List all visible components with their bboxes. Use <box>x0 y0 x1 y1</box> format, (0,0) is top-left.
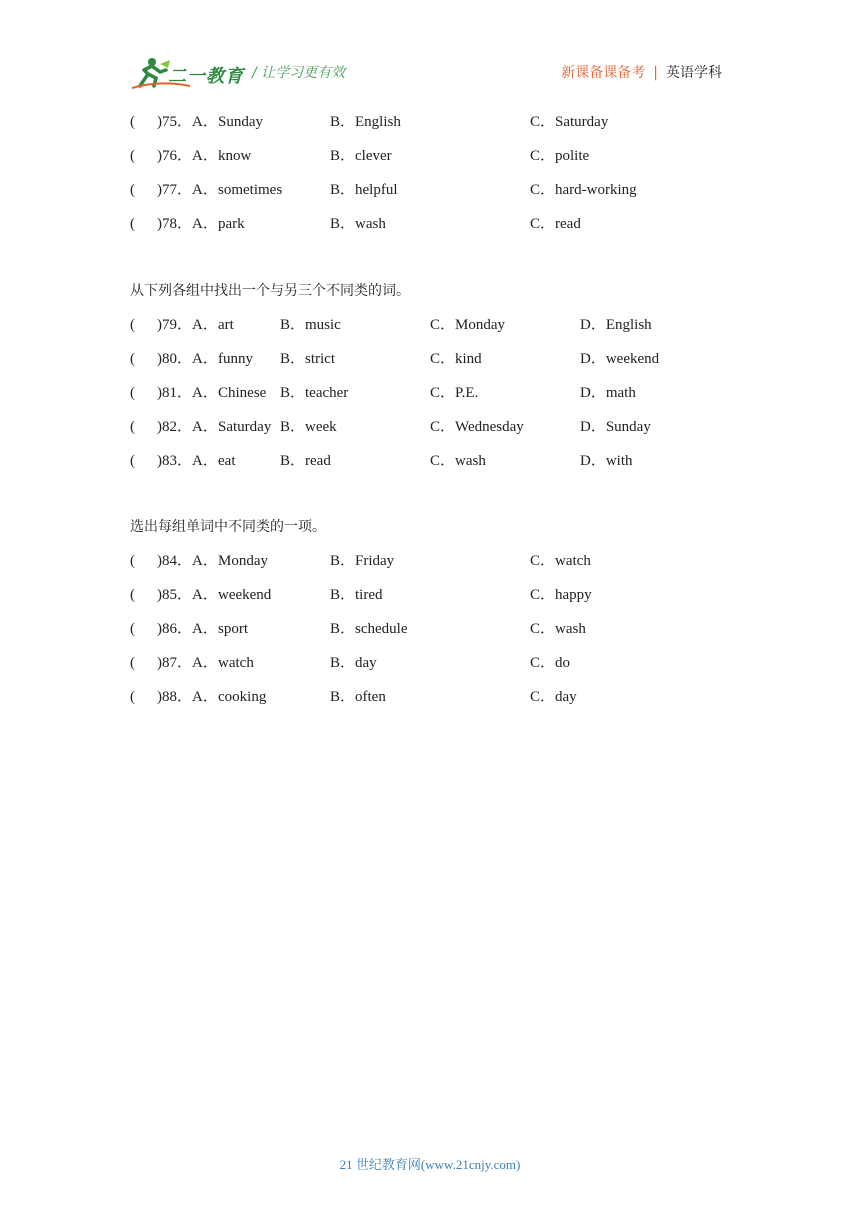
option-c: C．read <box>530 216 581 232</box>
option-c: C．day <box>530 689 577 705</box>
answer-paren: ( <box>130 114 135 130</box>
answer-paren: ( <box>130 419 135 435</box>
answer-paren: ( <box>130 621 135 637</box>
answer-paren: ( <box>130 317 135 333</box>
option-c: C．happy <box>530 587 592 603</box>
answer-paren: ( <box>130 655 135 671</box>
option-a: Monday <box>218 553 268 569</box>
question-number: )75．A． <box>157 114 218 130</box>
option-b: B．helpful <box>330 182 398 198</box>
option-b: B．English <box>330 114 401 130</box>
option-c: C．wash <box>530 621 586 637</box>
answer-paren: ( <box>130 453 135 469</box>
option-c: C．Wednesday <box>430 419 524 435</box>
question-number: )83．A． <box>157 453 218 469</box>
option-a: eat <box>218 453 236 469</box>
option-c: C．hard-working <box>530 182 637 198</box>
question-number: )82．A． <box>157 419 218 435</box>
option-c: C．Saturday <box>530 114 609 130</box>
option-a: Chinese <box>218 385 267 401</box>
option-c: C．kind <box>430 351 482 367</box>
page-header <box>0 0 860 100</box>
option-d: D．weekend <box>580 351 660 367</box>
header-right <box>561 62 722 82</box>
question-number: )77．A． <box>157 182 218 198</box>
option-b: B．often <box>330 689 386 705</box>
option-a: Sunday <box>218 114 263 130</box>
question-number: )85．A． <box>157 587 218 603</box>
question-number: )79．A． <box>157 317 218 333</box>
question-number: )81．A． <box>157 385 218 401</box>
option-c: C．polite <box>530 148 590 164</box>
option-b: B．tired <box>330 587 383 603</box>
question-number: )78．A． <box>157 216 218 232</box>
question-number: )84．A． <box>157 553 218 569</box>
option-c: C．Monday <box>430 317 506 333</box>
option-a: watch <box>218 655 254 671</box>
answer-paren: ( <box>130 553 135 569</box>
answer-paren: ( <box>130 587 135 603</box>
header-course-label: 新课备课备考 <box>561 65 646 81</box>
option-b: B．Friday <box>330 553 395 569</box>
option-c: C．wash <box>430 453 486 469</box>
slogan: / 让学习更有效 <box>252 65 346 81</box>
option-c: C．watch <box>530 553 591 569</box>
option-b: B．strict <box>280 351 335 367</box>
option-d: D．math <box>580 385 636 401</box>
option-a: sometimes <box>218 182 283 198</box>
section-title: 从下列各组中找出一个与另三个不同类的词。 <box>130 283 410 299</box>
header-separator: | <box>653 65 658 81</box>
option-c: C．P.E. <box>430 385 479 401</box>
answer-paren: ( <box>130 385 135 401</box>
answer-paren: ( <box>130 689 135 705</box>
option-a: know <box>218 148 252 164</box>
question-number: )87．A． <box>157 655 218 671</box>
header-subject: 英语学科 <box>666 65 722 81</box>
option-a: Saturday <box>218 419 272 435</box>
option-b: B．week <box>280 419 337 435</box>
answer-paren: ( <box>130 351 135 367</box>
option-a: funny <box>218 351 253 367</box>
option-d: D．English <box>580 317 652 333</box>
option-a: weekend <box>218 587 272 603</box>
option-b: B．day <box>330 655 377 671</box>
option-c: C．do <box>530 655 571 671</box>
option-b: B．wash <box>330 216 386 232</box>
question-number: )80．A． <box>157 351 218 367</box>
section-title: 选出每组单词中不同类的一项。 <box>130 519 326 535</box>
option-d: D．Sunday <box>580 419 651 435</box>
option-b: B．teacher <box>280 385 349 401</box>
option-b: B．schedule <box>330 621 408 637</box>
question-number: )76．A． <box>157 148 218 164</box>
option-a: art <box>218 317 234 333</box>
option-b: B．read <box>280 453 331 469</box>
question-number: )86．A． <box>157 621 218 637</box>
page-footer: 21 世纪教育网(www.21cnjy.com) <box>339 1157 521 1172</box>
option-a: park <box>218 216 245 232</box>
answer-paren: ( <box>130 216 135 232</box>
option-d: D．with <box>580 453 633 469</box>
option-a: sport <box>218 621 248 637</box>
option-b: B．music <box>280 317 341 333</box>
option-a: cooking <box>218 689 267 705</box>
logo-text: 二一教育 <box>168 66 244 87</box>
option-b: B．clever <box>330 148 392 164</box>
question-number: )88．A． <box>157 689 218 705</box>
answer-paren: ( <box>130 182 135 198</box>
answer-paren: ( <box>130 148 135 164</box>
